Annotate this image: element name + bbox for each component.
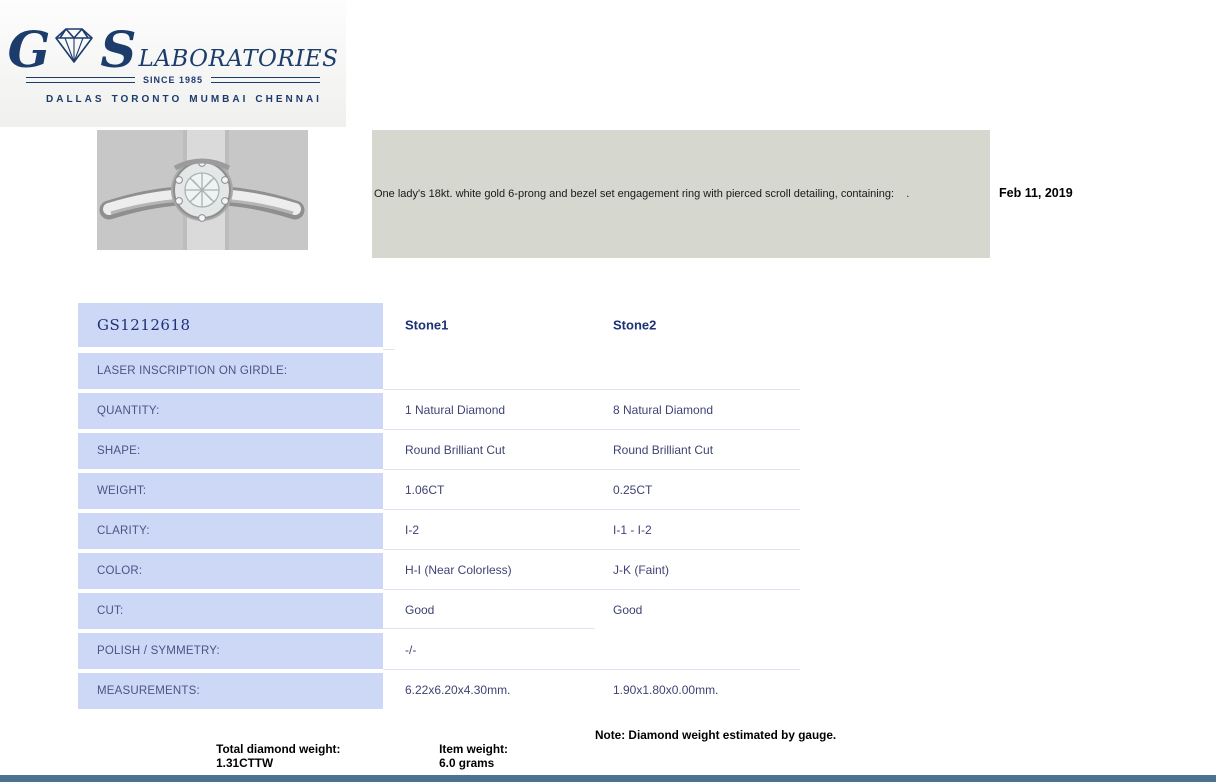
since-rule-right (211, 77, 320, 83)
lab-logo (0, 20, 346, 79)
item-description: One lady's 18kt. white gold 6-prong and bezel set engagement ring with pierced scroll detailing, containing: . (374, 188, 910, 200)
row-label: CLARITY: (97, 525, 150, 537)
stone1-value: Good (405, 603, 435, 617)
stone1-value: H-I (Near Colorless) (405, 563, 512, 577)
weight-note: Note: Diamond weight estimated by gauge. (595, 728, 837, 742)
row-label: COLOR: (97, 565, 143, 577)
table-row-values (383, 590, 800, 630)
since-row (26, 75, 320, 85)
divider (383, 509, 800, 510)
cities-row (46, 94, 322, 105)
city-mumbai: MUMBAI (189, 94, 249, 105)
bottom-accent-bar (0, 775, 1216, 782)
divider (383, 589, 800, 590)
table-row-values (383, 510, 800, 550)
stone2-value: Good (613, 603, 643, 617)
since-rule-left (26, 77, 135, 83)
stone1-value: -/- (405, 643, 417, 657)
row-label: WEIGHT: (97, 485, 147, 497)
row-label-cell (78, 433, 383, 469)
row-label: LASER INSCRIPTION ON GIRDLE: (97, 365, 288, 377)
divider (383, 628, 595, 629)
row-label-cell (78, 553, 383, 589)
since-text: SINCE 1985 (142, 75, 204, 85)
divider (383, 469, 800, 470)
row-label: QUANTITY: (97, 405, 160, 417)
item-description-box (372, 130, 990, 258)
lab-logo-card (0, 0, 346, 127)
stone1-value: 1 Natural Diamond (405, 403, 506, 417)
row-label-cell (78, 673, 383, 709)
stone1-value: 6.22x6.20x4.30mm. (405, 683, 511, 697)
table-row-values (383, 470, 800, 510)
divider (383, 429, 800, 430)
stone1-value: 1.06CT (405, 483, 445, 497)
logo-letter-s: S (100, 20, 135, 79)
table-row-values (383, 430, 800, 470)
total-weight-value: 1.31CTTW (216, 756, 274, 770)
row-label: CUT: (97, 605, 124, 617)
divider (383, 389, 800, 390)
ring-photo (97, 130, 308, 250)
row-label-cell (78, 593, 383, 629)
stone2-value: Round Brilliant Cut (613, 443, 714, 457)
row-label: SHAPE: (97, 445, 141, 457)
report-number: GS1212618 (97, 316, 191, 334)
divider (383, 549, 800, 550)
stone2-value: 0.25CT (613, 483, 653, 497)
stone1-value: Round Brilliant Cut (405, 443, 506, 457)
table-row-values (383, 550, 800, 590)
stone2-value: I-1 - I-2 (613, 523, 652, 537)
column-header-row (383, 303, 800, 347)
summary-line (0, 728, 1216, 770)
report-number-cell (78, 303, 383, 347)
row-label: POLISH / SYMMETRY: (97, 645, 220, 657)
item-weight-label: Item weight: (439, 742, 508, 756)
divider (383, 669, 800, 670)
row-label-cell (78, 393, 383, 429)
stone1-value: I-2 (405, 523, 420, 537)
logo-letter-g: G (7, 20, 49, 79)
table-row-values (383, 390, 800, 430)
report-table (78, 303, 800, 710)
report-date: Feb 11, 2019 (999, 186, 1073, 200)
city-chennai: CHENNAI (255, 94, 322, 105)
divider (383, 349, 395, 350)
column-header-stone1: Stone1 (405, 317, 449, 333)
city-dallas: DALLAS (46, 94, 105, 105)
row-label: MEASUREMENTS: (97, 685, 200, 697)
stone2-value: 1.90x1.80x0.00mm. (613, 683, 719, 697)
table-row-values (383, 670, 800, 710)
table-row-values (383, 350, 800, 390)
stone2-value: 8 Natural Diamond (613, 403, 714, 417)
item-weight-value: 6.0 grams (439, 756, 495, 770)
row-label-cell (78, 633, 383, 669)
row-label-cell (78, 513, 383, 549)
row-label-cell (78, 473, 383, 509)
column-header-stone2: Stone2 (613, 317, 657, 333)
stone2-value: J-K (Faint) (613, 563, 670, 577)
city-toronto: TORONTO (111, 94, 183, 105)
row-label-cell (78, 353, 383, 389)
total-weight-label: Total diamond weight: (216, 742, 341, 756)
logo-name: LABORATORIES (138, 46, 339, 72)
diamond-icon (52, 25, 96, 70)
table-row-values (383, 630, 800, 670)
